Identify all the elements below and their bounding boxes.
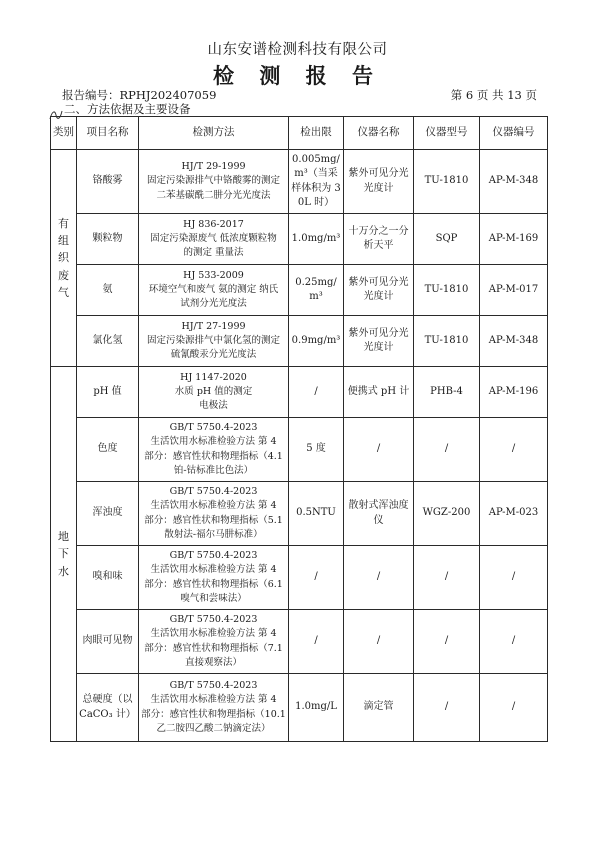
method-line: 部分：感官性状和物理指标（4.1	[144, 450, 283, 462]
item-name-cell: pH 值	[77, 367, 139, 418]
table-row	[51, 546, 548, 610]
method-line: 硫氰酸汞分光光度法	[170, 349, 257, 361]
method-line: HJ 533-2009	[183, 269, 244, 281]
instrument-name-cell: 十万分之一分析天平	[344, 214, 414, 265]
method-line: GB/T 5750.4-2023	[169, 486, 258, 497]
table-row	[51, 610, 548, 674]
column-header: 检测方法	[139, 117, 289, 150]
instrument-id-cell: /	[480, 546, 548, 610]
report-number: RPHJ202407059	[119, 88, 217, 102]
column-header: 仪器名称	[344, 117, 414, 150]
method-line: HJ 1147-2020	[180, 371, 247, 383]
method-line: 部分：感官性状和物理指标（10.1	[141, 708, 286, 720]
item-name-cell: 总硬度（以 CaCO₃ 计）	[77, 674, 139, 742]
table-header-row	[51, 117, 548, 150]
item-name-cell: 肉眼可见物	[77, 610, 139, 674]
instrument-name-cell: 散射式浑浊度仪	[344, 482, 414, 546]
method-line: 部分：感官性状和物理指标（6.1	[144, 578, 283, 590]
table-row	[51, 418, 548, 482]
instrument-id-cell: AP-M-017	[480, 265, 548, 316]
instrument-model-cell: TU-1810	[414, 265, 480, 316]
method-line: 固定污染源排气中铬酸雾的测定	[146, 175, 280, 187]
item-name-cell: 浑浊度	[77, 482, 139, 546]
method-line: 试剂分光光度法	[180, 298, 247, 310]
method-cell	[139, 482, 289, 546]
detection-limit-cell: 1.0mg/L	[289, 674, 344, 742]
instrument-name-cell: 便携式 pH 计	[344, 367, 414, 418]
instrument-model-cell: PHB-4	[414, 367, 480, 418]
methods-equipment-table	[50, 116, 548, 742]
table-row	[51, 150, 548, 214]
instrument-name-cell: 紫外可见分光光度计	[344, 150, 414, 214]
item-name-cell: 铬酸雾	[77, 150, 139, 214]
section-title: 二、方法依据及主要设备	[64, 102, 191, 116]
item-name-cell: 颗粒物	[77, 214, 139, 265]
instrument-id-cell: AP-M-023	[480, 482, 548, 546]
detection-limit-cell: 1.0mg/m³	[289, 214, 344, 265]
instrument-model-cell: WGZ-200	[414, 482, 480, 546]
method-cell	[139, 418, 289, 482]
column-header: 类别	[51, 117, 77, 150]
column-header: 仪器编号	[480, 117, 548, 150]
method-line: 的测定 重量法	[183, 247, 244, 259]
instrument-name-cell: 紫外可见分光光度计	[344, 316, 414, 367]
instrument-id-cell: /	[480, 674, 548, 742]
method-cell	[139, 214, 289, 265]
instrument-model-cell: /	[414, 610, 480, 674]
method-line: 嗅气和尝味法）	[180, 592, 247, 604]
instrument-name-cell: /	[344, 610, 414, 674]
method-line: 部分：感官性状和物理指标（7.1	[144, 642, 283, 654]
method-line: 固定污染源废气 低浓度颗粒物	[150, 232, 277, 244]
instrument-id-cell: AP-M-348	[480, 316, 548, 367]
method-line: 二苯基碳酰二肼分光光度法	[156, 189, 271, 201]
method-line: 环境空气和废气 氨的测定 纳氏	[148, 283, 279, 295]
method-cell	[139, 265, 289, 316]
method-cell	[139, 674, 289, 742]
instrument-name-cell: 滴定管	[344, 674, 414, 742]
method-line: 水质 pH 值的测定	[174, 385, 253, 397]
table-row	[51, 214, 548, 265]
item-name-cell: 氯化氢	[77, 316, 139, 367]
method-line: 生活饮用水标准检验方法 第 4	[150, 436, 277, 448]
item-name-cell: 嗅和味	[77, 546, 139, 610]
instrument-model-cell: /	[414, 418, 480, 482]
method-line: 直接观察法）	[184, 656, 242, 668]
category-cell: 地下水	[51, 367, 77, 742]
method-cell	[139, 546, 289, 610]
detection-limit-cell: /	[289, 610, 344, 674]
detection-limit-cell: 0.005mg/m³（当采样体积为 30L 时）	[289, 150, 344, 214]
instrument-id-cell: /	[480, 610, 548, 674]
method-line: 固定污染源排气中氯化氢的测定	[146, 334, 280, 346]
table-row	[51, 367, 548, 418]
table-row	[51, 265, 548, 316]
method-cell	[139, 150, 289, 214]
method-cell	[139, 610, 289, 674]
category-cell: 有组织废气	[51, 150, 77, 367]
method-line: GB/T 5750.4-2023	[169, 680, 258, 691]
method-line: HJ/T 29-1999	[181, 161, 246, 173]
table-row	[51, 674, 548, 742]
instrument-id-cell: AP-M-169	[480, 214, 548, 265]
item-name-cell: 氨	[77, 265, 139, 316]
company-name: 山东安谱检测科技有限公司	[207, 42, 388, 58]
method-line: GB/T 5750.4-2023	[169, 550, 258, 561]
method-line: 铂-钴标准比色法）	[173, 464, 254, 476]
detection-limit-cell: /	[289, 546, 344, 610]
method-line: 生活饮用水标准检验方法 第 4	[150, 628, 277, 640]
detection-limit-cell: 0.5NTU	[289, 482, 344, 546]
detection-limit-cell: /	[289, 367, 344, 418]
method-line: 部分：感官性状和物理指标（5.1	[144, 514, 283, 526]
instrument-model-cell: SQP	[414, 214, 480, 265]
method-line: 乙二胺四乙酸二钠滴定法）	[156, 722, 271, 734]
instrument-name-cell: /	[344, 546, 414, 610]
method-line: HJ/T 27-1999	[181, 320, 246, 332]
instrument-model-cell: /	[414, 546, 480, 610]
table-row	[51, 482, 548, 546]
instrument-id-cell: /	[480, 418, 548, 482]
instrument-name-cell: 紫外可见分光光度计	[344, 265, 414, 316]
instrument-name-cell: /	[344, 418, 414, 482]
method-line: 电极法	[199, 400, 228, 412]
method-line: HJ 836-2017	[183, 218, 244, 230]
table-row	[51, 316, 548, 367]
report-number-label: 报告编号：	[62, 88, 120, 102]
method-line: GB/T 5750.4-2023	[169, 614, 258, 625]
column-header: 项目名称	[77, 117, 139, 150]
method-cell	[139, 316, 289, 367]
detection-limit-cell: 0.9mg/m³	[289, 316, 344, 367]
instrument-id-cell: AP-M-196	[480, 367, 548, 418]
method-line: 生活饮用水标准检验方法 第 4	[150, 694, 277, 706]
column-header: 仪器型号	[414, 117, 480, 150]
report-title: 检 测 报 告	[213, 63, 382, 88]
method-line: GB/T 5750.4-2023	[169, 422, 258, 433]
detection-limit-cell: 5 度	[289, 418, 344, 482]
method-line: 生活饮用水标准检验方法 第 4	[150, 564, 277, 576]
instrument-model-cell: TU-1810	[414, 150, 480, 214]
page-info: 第 6 页 共 13 页	[450, 88, 537, 102]
method-line: 生活饮用水标准检验方法 第 4	[150, 500, 277, 512]
instrument-model-cell: TU-1810	[414, 316, 480, 367]
item-name-cell: 色度	[77, 418, 139, 482]
instrument-model-cell: /	[414, 674, 480, 742]
method-cell	[139, 367, 289, 418]
detection-limit-cell: 0.25mg/m³	[289, 265, 344, 316]
method-line: 散射法-福尔马肼标准）	[164, 528, 263, 540]
column-header: 检出限	[289, 117, 344, 150]
instrument-id-cell: AP-M-348	[480, 150, 548, 214]
